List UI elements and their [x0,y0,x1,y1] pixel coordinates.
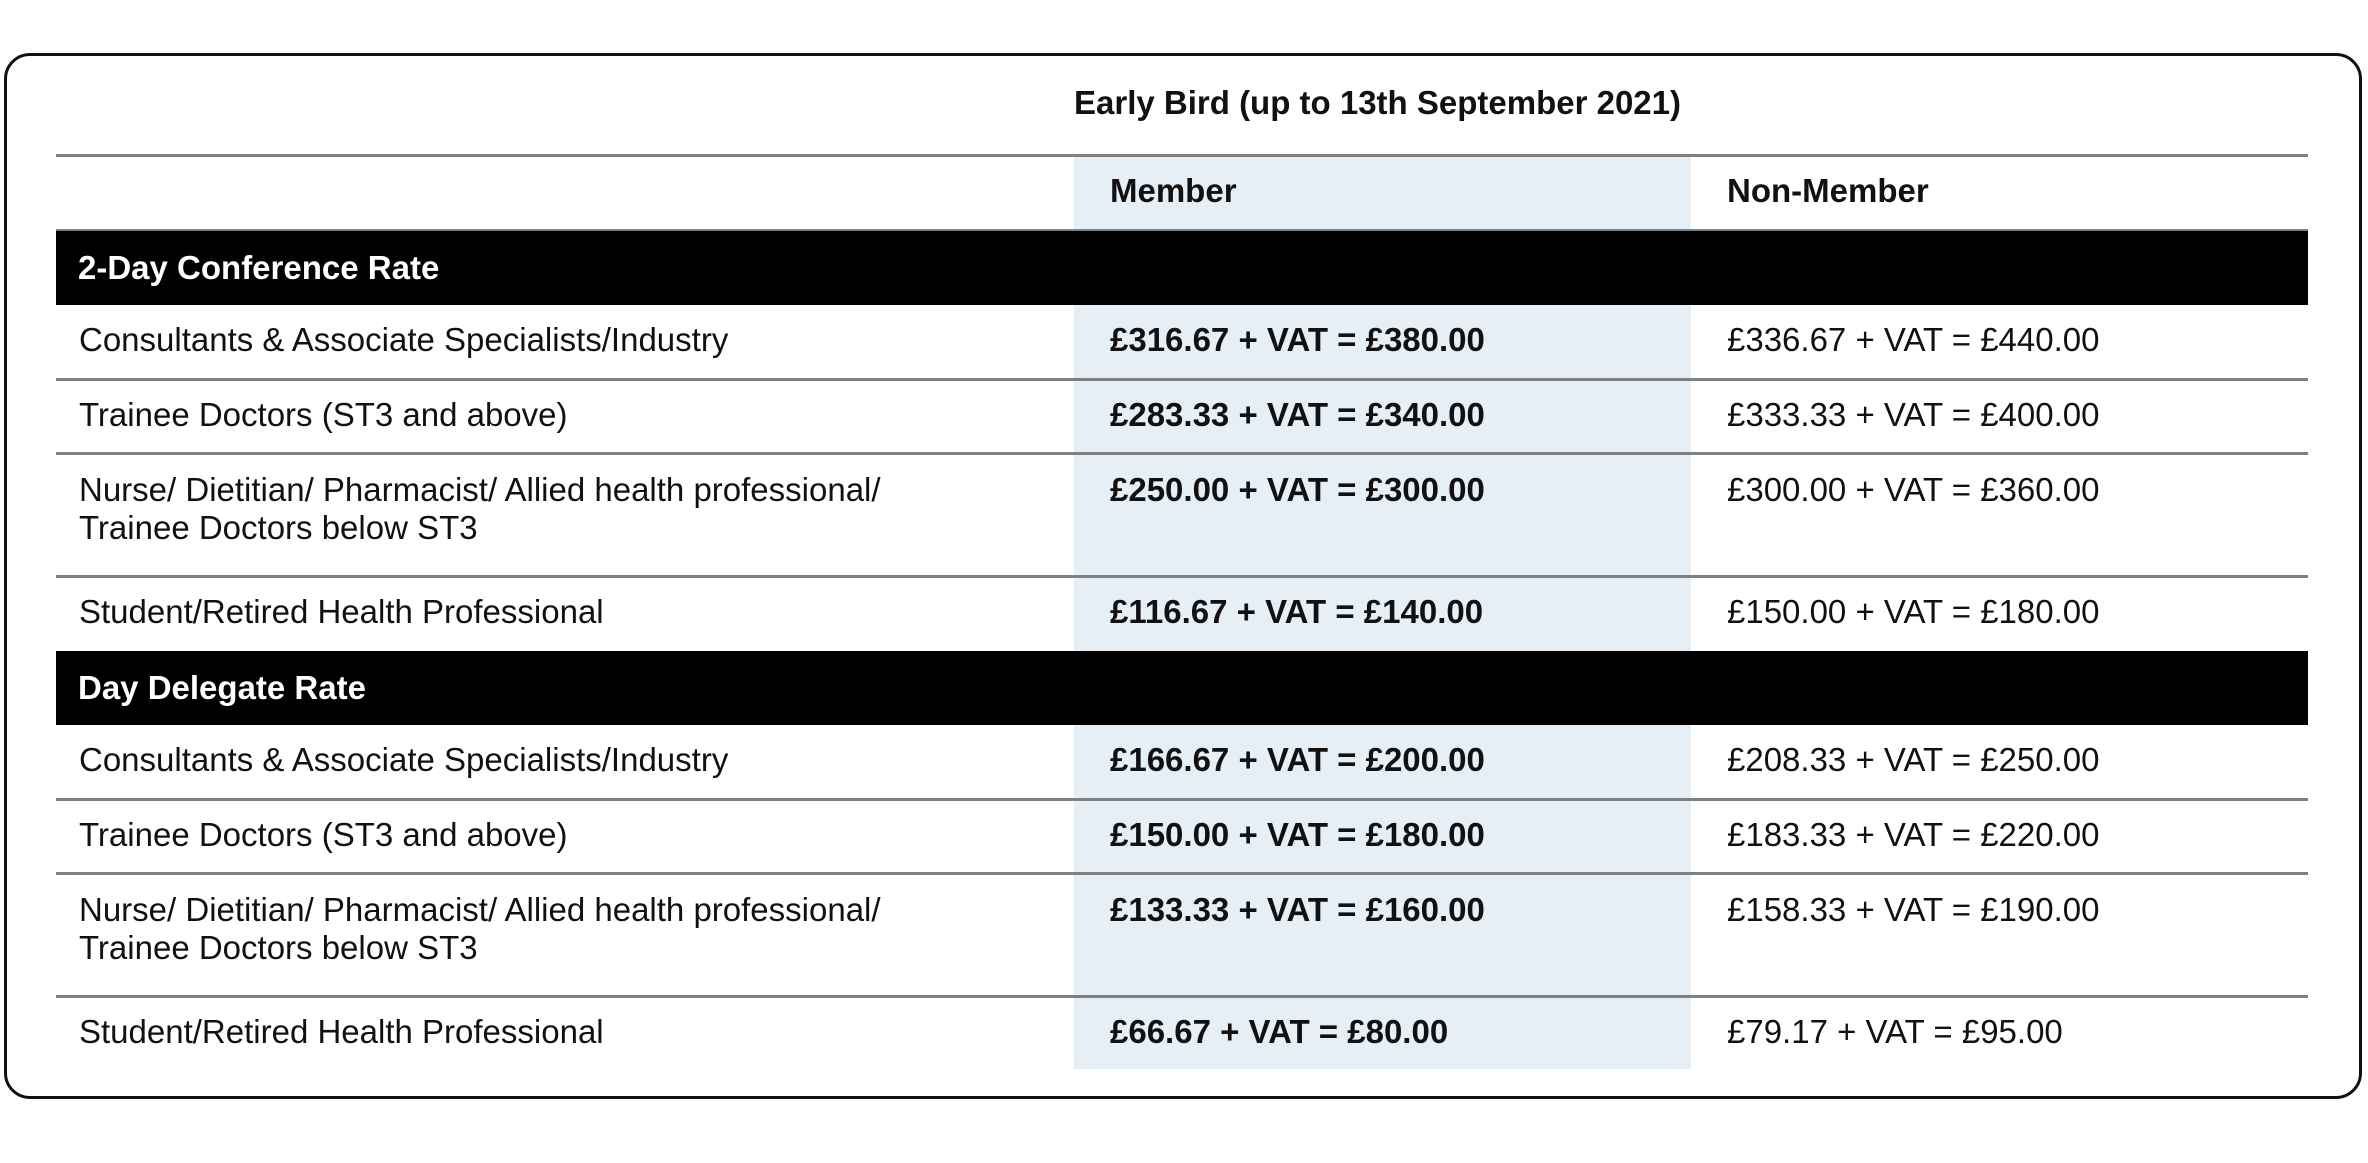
row-category-line2: Trainee Doctors below ST3 [79,509,478,546]
member-price: £116.67 + VAT = £140.00 [1110,593,1484,630]
row-divider [56,378,2308,381]
non-member-column-header: Non-Member [1727,172,1929,209]
non-member-price: £208.33 + VAT = £250.00 [1727,741,2100,778]
section-title: Day Delegate Rate [78,669,366,706]
member-price: £166.67 + VAT = £200.00 [1110,741,1485,778]
row-divider [56,798,2308,801]
row-divider [56,872,2308,875]
member-price: £283.33 + VAT = £340.00 [1110,396,1485,433]
member-price: £316.67 + VAT = £380.00 [1110,321,1485,358]
non-member-price: £158.33 + VAT = £190.00 [1727,891,2100,928]
non-member-price: £300.00 + VAT = £360.00 [1727,471,2100,508]
non-member-price: £336.67 + VAT = £440.00 [1727,321,2100,358]
member-price: £250.00 + VAT = £300.00 [1110,471,1485,508]
row-category-line1: Nurse/ Dietitian/ Pharmacist/ Allied health professional/ [79,891,881,928]
row-category: Trainee Doctors (ST3 and above) [79,816,568,853]
member-column-header: Member [1110,172,1237,209]
non-member-price: £183.33 + VAT = £220.00 [1727,816,2100,853]
section-header-bar [56,651,2308,725]
section-title: 2-Day Conference Rate [78,249,440,286]
non-member-price: £333.33 + VAT = £400.00 [1727,396,2100,433]
section-header-bar [56,231,2308,305]
header-divider [56,154,2308,157]
member-price: £150.00 + VAT = £180.00 [1110,816,1485,853]
member-price: £133.33 + VAT = £160.00 [1110,891,1485,928]
member-price: £66.67 + VAT = £80.00 [1110,1013,1449,1050]
non-member-price: £79.17 + VAT = £95.00 [1727,1013,2063,1050]
row-category-line1: Nurse/ Dietitian/ Pharmacist/ Allied health professional/ [79,471,881,508]
row-category: Trainee Doctors (ST3 and above) [79,396,568,433]
row-category: Consultants & Associate Specialists/Industry [79,741,729,778]
row-category: Student/Retired Health Professional [79,1013,604,1050]
row-divider [56,575,2308,578]
row-category: Consultants & Associate Specialists/Industry [79,321,729,358]
period-header: Early Bird (up to 13th September 2021) [1074,84,1682,121]
non-member-price: £150.00 + VAT = £180.00 [1727,593,2100,630]
row-divider [56,995,2308,998]
row-divider [56,452,2308,455]
row-category: Student/Retired Health Professional [79,593,604,630]
row-category-line2: Trainee Doctors below ST3 [79,929,478,966]
